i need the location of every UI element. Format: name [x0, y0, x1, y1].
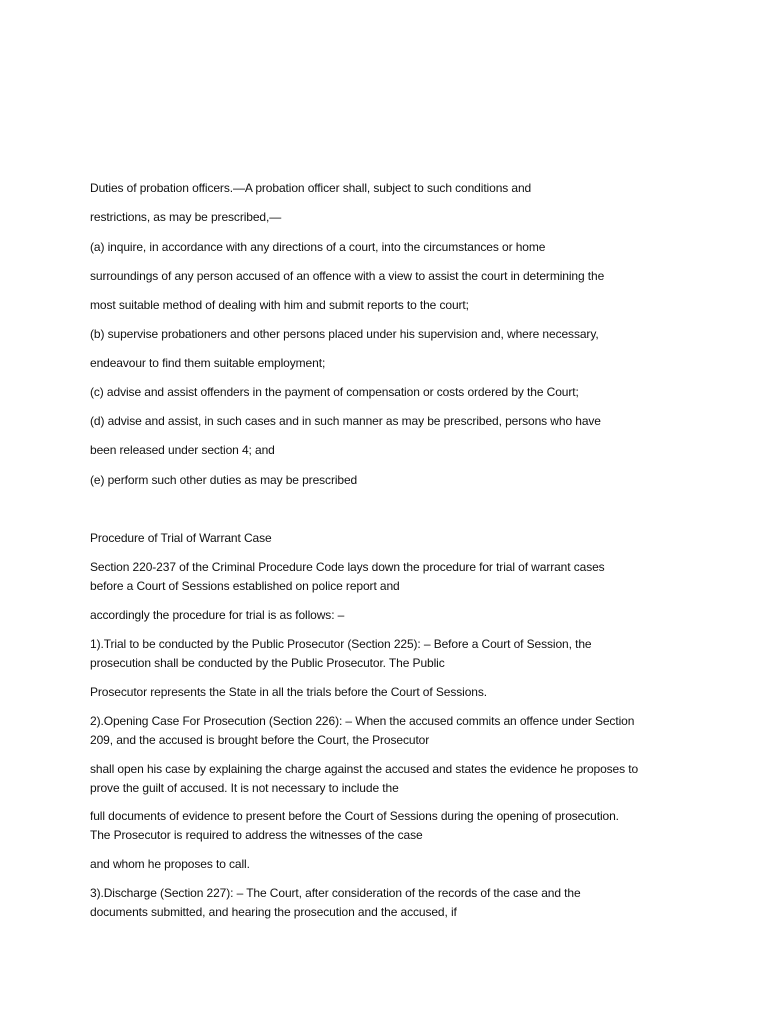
text-line: 209, and the accused is brought before the Court, the Prosecutor	[90, 733, 430, 747]
text-line: Prosecutor represents the State in all the trials before the Court of Sessions.	[90, 685, 487, 699]
text-line: prosecution shall be conducted by the Public Prosecutor. The Public	[90, 656, 445, 670]
text-line: prove the guilt of accused. It is not necessary to include the	[90, 781, 399, 795]
section-heading: Procedure of Trial of Warrant Case	[90, 531, 272, 545]
text-line: restrictions, as may be prescribed,—	[90, 210, 282, 224]
text-line: surroundings of any person accused of an offence with a view to assist the court in determining the	[90, 269, 605, 283]
text-line: endeavour to find them suitable employment;	[90, 356, 326, 370]
text-line: full documents of evidence to present before the Court of Sessions during the opening of prosecution.	[90, 809, 619, 823]
text-line: (b) supervise probationers and other persons placed under his supervision and, where necessary,	[90, 327, 599, 341]
text-line: before a Court of Sessions established on police report and	[90, 579, 400, 593]
text-line: 2).Opening Case For Prosecution (Section 226): – When the accused commits an offence under Section	[90, 714, 635, 728]
text-line: shall open his case by explaining the charge against the accused and states the evidence he proposes to	[90, 762, 639, 776]
text-line: been released under section 4; and	[90, 443, 275, 457]
paragraph	[90, 712, 634, 750]
text-line: (c) advise and assist offenders in the payment of compensation or costs ordered by the Court;	[90, 385, 579, 399]
paragraph	[90, 884, 581, 922]
text-line: most suitable method of dealing with him and submit reports to the court;	[90, 298, 469, 312]
paragraph	[90, 760, 638, 798]
paragraph	[90, 606, 344, 625]
text-line: Section 220-237 of the Criminal Procedure Code lays down the procedure for trial of warrant cases	[90, 560, 605, 574]
text-line: Duties of probation officers.—A probation officer shall, subject to such conditions and	[90, 181, 532, 195]
text-line: (d) advise and assist, in such cases and in such manner as may be prescribed, persons who have	[90, 414, 601, 428]
paragraph	[90, 558, 605, 596]
text-line: documents submitted, and hearing the prosecution and the accused, if	[90, 905, 457, 919]
paragraph	[90, 635, 591, 673]
paragraph	[90, 807, 619, 845]
text-line: 1).Trial to be conducted by the Public Prosecutor (Section 225): – Before a Court of Session, the	[90, 637, 592, 651]
paragraph	[90, 855, 250, 874]
text-line: (a) inquire, in accordance with any directions of a court, into the circumstances or home	[90, 240, 546, 254]
text-line: and whom he proposes to call.	[90, 857, 250, 871]
text-line: accordingly the procedure for trial is as follows: –	[90, 608, 345, 622]
text-line: 3).Discharge (Section 227): – The Court, after consideration of the records of the case and the	[90, 886, 581, 900]
paragraph	[90, 683, 487, 702]
text-line: The Prosecutor is required to address the witnesses of the case	[90, 828, 423, 842]
text-line: (e) perform such other duties as may be prescribed	[90, 473, 358, 487]
